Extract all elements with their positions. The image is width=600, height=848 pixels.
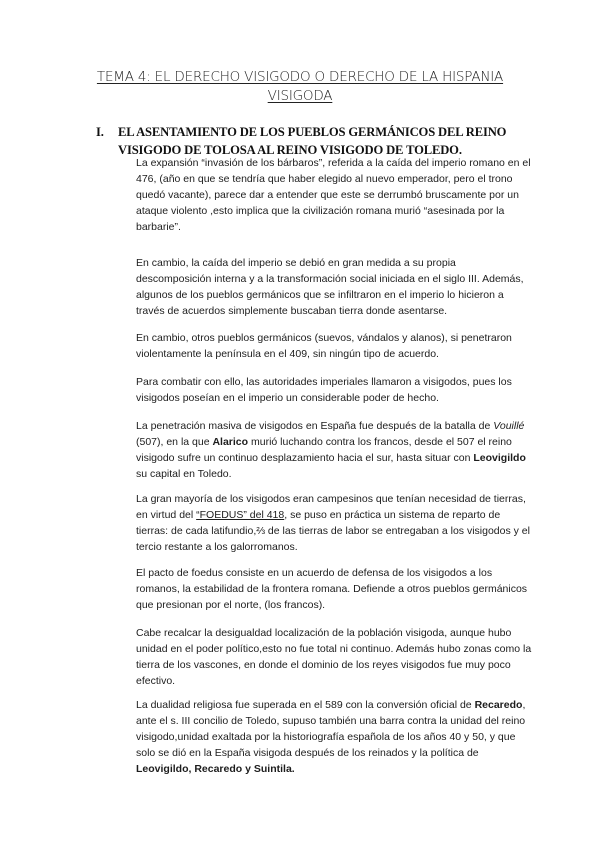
paragraph-combat: Para combatir con ello, las autoridades imperiales llamaron a visigodos, pues los visigodos poseían en el imperio un considerable poder de hecho. [136,376,512,404]
document-title: TEMA 4: EL DERECHO VISIGODO O DERECHO DE LA HISPANIA VISIGODA [96,69,504,104]
paragraph-penetration [136,418,532,482]
paragraph-collapse: En cambio, la caída del imperio se debió en gran medida a su propia descomposición interna y a la transformación social iniciada en el siglo III. Además, algunos de los pueblos germánicos que se infiltraron en el imperio lo hicieron a través de acuerdos simplemente buscaban tierra donde asentarse. [136,257,524,317]
paragraph-other-peoples: En cambio, otros pueblos germánicos (suevos, vándalos y alanos), si penetraron violentamente la península en el 409, sin ningún tipo de acuerdo. [136,332,512,360]
section-heading-text: EL ASENTAMIENTO DE LOS PUEBLOS GERMÁNICOS DEL REINO VISIGODO DE TOLOSA AL REINO VISIGODO DE TOLEDO. [118,125,507,157]
section-number: I. [96,125,104,139]
name-recaredo: Recaredo [474,699,523,711]
paragraph-foedus [136,491,532,555]
place-vouille: Vouillé [493,420,525,432]
text-segment: (507), en la que [136,436,213,448]
name-alarico: Alarico [212,436,249,448]
text-segment: La dualidad religiosa fue superada en el 589 con la conversión oficial de [136,699,475,711]
paragraph-religious-duality [136,697,532,777]
name-leovigildo: Leovigildo [473,452,526,464]
section-heading [96,123,518,159]
names-kings: Leovigildo, Recaredo y Suintila. [136,763,295,775]
text-segment: su capital en Toledo. [136,468,232,480]
text-segment: , ante el s. III concilio de Toledo, supuso también una barra contra la unidad del reino visigodo,unidad exaltada por la historiografía española de los años 40 y 50, y que solo se dió en la España visigoda después de los reinados y la política de [136,699,526,759]
foedus-term: “FOEDUS” del 418 [196,509,285,521]
text-segment: La penetración masiva de visigodos en España fue después de la batalla de [136,420,494,432]
text-segment: murió luchando contra los francos, desde el 507 el reino visigodo sufre un continuo desplazamiento hacia el sur, hasta situar con [136,436,512,464]
paragraph-distribution: Cabe recalcar la desigualdad localización de la población visigoda, aunque hubo unidad en el poder político,esto no fue total ni continuo. Además hubo zonas como la tierra de los vascones, en donde el dominio de los reyes visigodos fue muy poco efectivo. [136,627,532,687]
text-segment: , se puso en práctica un sistema de reparto de tierras: de cada latifundio,⅔ de las tierras de labor se entregaban a los visigodos y el tercio restante a los galorromanos. [136,509,530,553]
paragraph-pact: El pacto de foedus consiste en un acuerdo de defensa de los visigodos a los romanos, la estabilidad de la frontera romana. Defiende a otros pueblos germánicos que presionan por el norte, (los francos). [136,567,528,611]
paragraph-invasion: La expansión “invasión de los bárbaros”, referida a la caída del imperio romano en el 476, (año en que se tendría que haber elegido al nuevo emperador, pero el trono quedó vacante), parece dar a entender que este se derrumbó bruscamente por un ataque violento ,esto implica que la civilización romana murió “asesinada por la barbarie”. [136,157,531,233]
text-segment: La gran mayoría de los visigodos eran campesinos que tenían necesidad de tierras, en virtud del [136,493,526,521]
